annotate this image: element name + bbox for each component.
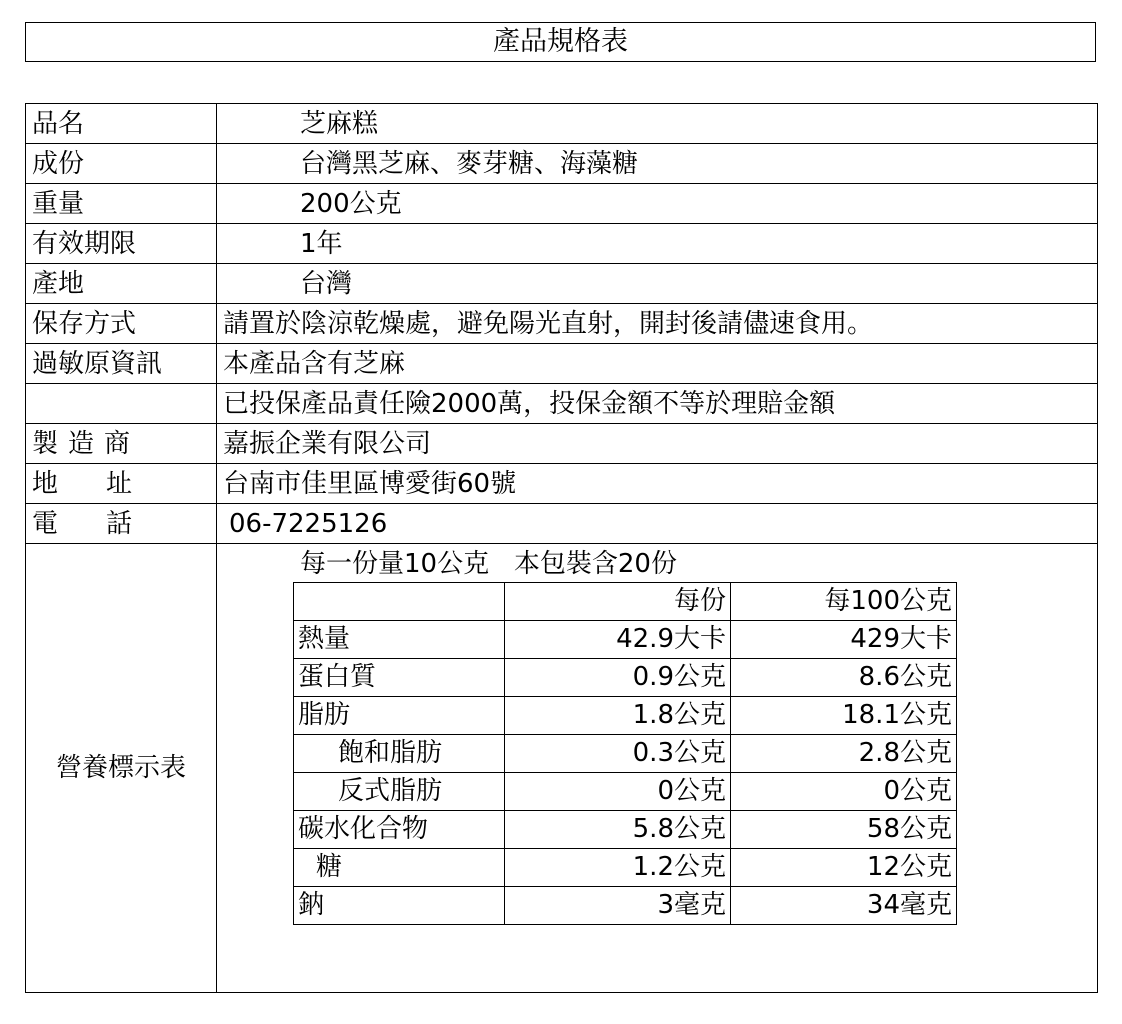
- nutrition-row: [294, 697, 957, 735]
- spec-row-origin: [26, 264, 1098, 304]
- spec-row-phone: [26, 504, 1098, 544]
- page-title: 產品規格表: [25, 22, 1096, 62]
- nutrient-per-100g: 8.6公克: [731, 659, 957, 697]
- nutrition-label: 營養標示表: [26, 544, 217, 993]
- spec-label-name: 品名: [26, 104, 217, 144]
- nutrient-per-serving: 42.9大卡: [505, 621, 731, 659]
- nutrient-per-100g: 58公克: [731, 811, 957, 849]
- spec-value-shelf-life: 1年: [217, 224, 1098, 264]
- nutrition-row: [294, 659, 957, 697]
- spec-row-storage: [26, 304, 1098, 344]
- spec-value-manufacturer: 嘉振企業有限公司: [217, 424, 1098, 464]
- serving-size: 每一份量10公克: [300, 549, 490, 579]
- nutrient-per-serving: 5.8公克: [505, 811, 731, 849]
- nutrient-name: 熱量: [294, 621, 505, 659]
- nutrient-per-serving: 3毫克: [505, 887, 731, 925]
- nutrition-header-row: [294, 583, 957, 621]
- nutrition-header-per-100g: 每100公克: [731, 583, 957, 621]
- spec-row-name: [26, 104, 1098, 144]
- nutrient-name: 脂肪: [294, 697, 505, 735]
- nutrient-per-100g: 0公克: [731, 773, 957, 811]
- spec-value-origin: 台灣: [217, 264, 1098, 304]
- spec-row-nutrition: [26, 544, 1098, 993]
- spec-label-insurance: [26, 384, 217, 424]
- spec-label-shelf-life: 有效期限: [26, 224, 217, 264]
- nutrient-per-serving: 1.2公克: [505, 849, 731, 887]
- spec-label-manufacturer: 製造商: [26, 424, 217, 464]
- nutrition-row: [294, 811, 957, 849]
- nutrient-per-100g: 12公克: [731, 849, 957, 887]
- nutrition-table: [293, 582, 957, 925]
- nutrient-name: 反式脂肪: [294, 773, 505, 811]
- spec-label-address: 地址: [26, 464, 217, 504]
- nutrition-header-per-serving: 每份: [505, 583, 731, 621]
- nutrient-per-100g: 34毫克: [731, 887, 957, 925]
- spec-label-storage: 保存方式: [26, 304, 217, 344]
- nutrient-name: 蛋白質: [294, 659, 505, 697]
- nutrient-name: 碳水化合物: [294, 811, 505, 849]
- spec-row-ingredients: [26, 144, 1098, 184]
- nutrition-header-blank: [294, 583, 505, 621]
- spec-value-allergen: 本產品含有芝麻: [217, 344, 1098, 384]
- spec-row-address: [26, 464, 1098, 504]
- spec-value-weight: 200公克: [217, 184, 1098, 224]
- nutrition-cell: [217, 544, 1098, 993]
- nutrient-per-serving: 1.8公克: [505, 697, 731, 735]
- nutrient-name: 飽和脂肪: [294, 735, 505, 773]
- spec-label-weight: 重量: [26, 184, 217, 224]
- nutrition-row: [294, 621, 957, 659]
- nutrition-row: [294, 887, 957, 925]
- spec-value-storage: 請置於陰涼乾燥處，避免陽光直射，開封後請儘速食用。: [217, 304, 1098, 344]
- nutrient-per-100g: 2.8公克: [731, 735, 957, 773]
- nutrient-name: 鈉: [294, 887, 505, 925]
- spec-value-address: 台南市佳里區博愛街60號: [217, 464, 1098, 504]
- spec-value-ingredients: 台灣黑芝麻、麥芽糖、海藻糖: [217, 144, 1098, 184]
- spec-row-weight: [26, 184, 1098, 224]
- nutrient-per-serving: 0.9公克: [505, 659, 731, 697]
- nutrition-panel: [217, 544, 1097, 991]
- nutrition-row: [294, 849, 957, 887]
- spec-label-phone: 電話: [26, 504, 217, 544]
- nutrition-row: [294, 735, 957, 773]
- spec-label-allergen: 過敏原資訊: [26, 344, 217, 384]
- spec-row-manufacturer: [26, 424, 1098, 464]
- spec-value-name: 芝麻糕: [217, 104, 1098, 144]
- spec-table: [25, 103, 1098, 993]
- serving-info: [300, 544, 677, 584]
- spec-label-ingredients: 成份: [26, 144, 217, 184]
- nutrient-per-serving: 0公克: [505, 773, 731, 811]
- nutrition-row: [294, 773, 957, 811]
- nutrient-per-100g: 18.1公克: [731, 697, 957, 735]
- nutrient-per-100g: 429大卡: [731, 621, 957, 659]
- spec-label-origin: 產地: [26, 264, 217, 304]
- spec-value-phone: 06-7225126: [217, 504, 1098, 544]
- spec-row-shelf-life: [26, 224, 1098, 264]
- spec-row-allergen: [26, 344, 1098, 384]
- nutrient-name: 糖: [294, 849, 505, 887]
- nutrient-per-serving: 0.3公克: [505, 735, 731, 773]
- servings-per-pack: 本包裝含20份: [513, 549, 677, 579]
- spec-row-insurance: [26, 384, 1098, 424]
- spec-value-insurance: 已投保產品責任險2000萬，投保金額不等於理賠金額: [217, 384, 1098, 424]
